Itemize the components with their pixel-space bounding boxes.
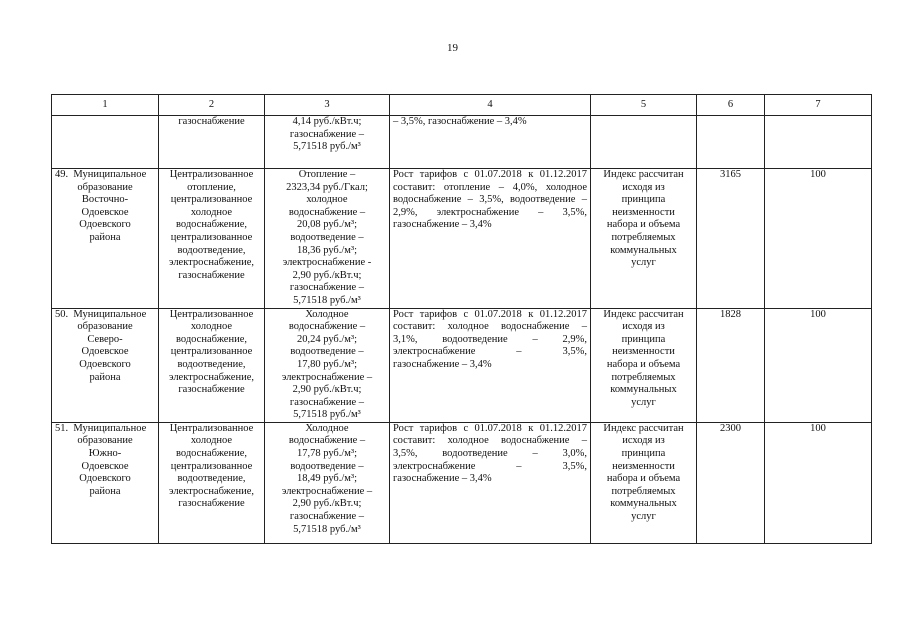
cell-line: 2,9%, электроснабжение – 3,5%, — [393, 206, 587, 218]
cell-line: Восточно- — [81, 194, 129, 206]
cont-cell-3 — [265, 116, 390, 169]
population-cell: 2300 — [697, 422, 765, 543]
cell-line: газоснабжение – — [289, 282, 365, 294]
cell-line: электроснабжение, — [169, 257, 254, 269]
cell-line: 5,71518 руб./м³ — [293, 523, 361, 535]
cell-line: газоснабжение – 3,4% — [393, 358, 492, 370]
cell-line: района — [89, 231, 121, 243]
cell-line: электроснабжение, — [169, 485, 254, 497]
cell-line: водоотведение, — [177, 358, 246, 370]
cell-line: набора и объема — [606, 219, 681, 231]
cell-line: Индекс рассчитан — [603, 308, 684, 320]
cell-line: образование — [77, 435, 133, 447]
cell-line: 18,36 руб./м³; — [296, 244, 358, 256]
municipality-cell — [52, 308, 159, 422]
cell-line: газоснабжение – 3,4% — [393, 219, 492, 231]
cell-line: услуг — [631, 396, 656, 408]
cell-line: водоснабжение – — [288, 206, 366, 218]
cell-line: 17,80 руб./м³; — [296, 358, 358, 370]
cell-line: 5,71518 руб./м³ — [293, 141, 361, 153]
cell-line: холодное — [190, 435, 233, 447]
cont-cell-7 — [765, 116, 872, 169]
cell-line: 20,08 руб./м³; — [296, 219, 358, 231]
cell-line: 51. Муниципальное — [55, 422, 147, 434]
cell-line: централизованное — [170, 460, 253, 472]
cell-line: отопление, — [187, 181, 236, 193]
cell-line: 2,90 руб./кВт.ч; — [292, 498, 362, 510]
cont-cell-4 — [390, 116, 591, 169]
cell-line: газоснабжение — [178, 116, 245, 127]
cell-line: потребляемых — [611, 371, 676, 383]
population-cell: 1828 — [697, 308, 765, 422]
cell-line: электроснабжение – — [281, 371, 373, 383]
cell-line: электроснабжение – 3,5%, — [393, 346, 587, 358]
cell-line: газоснабжение — [178, 269, 245, 281]
cont-cell-6 — [697, 116, 765, 169]
cont-cell-1 — [52, 116, 159, 169]
growth-cell — [390, 169, 591, 309]
cell-line: 3,1%, водоотведение – 2,9%, — [393, 333, 587, 345]
cell-line: принципа — [621, 333, 666, 345]
cell-line: Одоевского — [79, 473, 131, 485]
cell-line: составит: холодное водоснабжение – — [393, 321, 587, 333]
municipality-cell — [52, 169, 159, 309]
cell-line: принципа — [621, 448, 666, 460]
cell-line: водоотведение – — [290, 460, 364, 472]
cell-line: – 3,5%, газоснабжение – 3,4% — [393, 116, 527, 127]
cell-line: газоснабжение – — [289, 396, 365, 408]
percent-cell: 100 — [765, 308, 872, 422]
cell-line: услуг — [631, 257, 656, 269]
header-col-3: 3 — [265, 95, 390, 116]
municipality-cell — [52, 422, 159, 543]
cell-line: водоотведение, — [177, 244, 246, 256]
page-number: 19 — [447, 42, 458, 54]
header-row — [52, 95, 872, 116]
index-basis-cell — [591, 169, 697, 309]
index-basis-cell — [591, 422, 697, 543]
cell-line: газоснабжение — [178, 384, 245, 396]
cell-line: исходя из — [622, 435, 665, 447]
cell-line: района — [89, 371, 121, 383]
cell-line: образование — [77, 181, 133, 193]
cell-line: неизменности — [612, 346, 675, 358]
cell-line: исходя из — [622, 321, 665, 333]
header-col-4: 4 — [390, 95, 591, 116]
cell-line: Одоевского — [79, 219, 131, 231]
cell-line: 3,5%, водоотведение – 3,0%, — [393, 448, 587, 460]
cell-line: водоснабжение, — [175, 448, 247, 460]
cell-line: водоснабжение, — [175, 219, 247, 231]
cell-line: 4,14 руб./кВт.ч; — [292, 116, 362, 127]
cell-line: Южно- — [88, 448, 122, 460]
cell-line: принципа — [621, 194, 666, 206]
cell-line: электроснабжение, — [169, 371, 254, 383]
cell-line: централизованное — [170, 194, 253, 206]
cell-line: 17,78 руб./м³; — [296, 448, 358, 460]
cell-line: холодное — [190, 206, 233, 218]
cell-line: Централизованное — [169, 422, 254, 434]
cell-line: водоотведение – — [290, 346, 364, 358]
cell-line: холодное — [190, 321, 233, 333]
cell-line: Холодное — [305, 422, 349, 434]
cell-line: потребляемых — [611, 485, 676, 497]
cell-line: набора и объема — [606, 473, 681, 485]
table-row — [52, 422, 872, 543]
cell-line: Отопление – — [298, 169, 356, 180]
cell-line: водоснабжение – — [288, 435, 366, 447]
cell-line: газоснабжение — [178, 498, 245, 510]
index-basis-cell — [591, 308, 697, 422]
cell-line: водоотведение, — [177, 473, 246, 485]
cell-line: 2,90 руб./кВт.ч; — [292, 269, 362, 281]
tariffs-cell — [265, 308, 390, 422]
cell-line: Рост тарифов с 01.07.2018 к 01.12.2017 — [393, 308, 587, 320]
cell-line: водоснабжение – — [288, 321, 366, 333]
cell-line: электроснабжение – — [281, 485, 373, 497]
cell-line: составит: отопление – 4,0%, холодное — [393, 181, 587, 193]
cell-line: 20,24 руб./м³; — [296, 333, 358, 345]
cell-line: Одоевское — [81, 206, 129, 218]
cont-cell-5 — [591, 116, 697, 169]
cell-line: Одоевское — [81, 346, 129, 358]
table-row — [52, 169, 872, 309]
cell-line: Рост тарифов с 01.07.2018 к 01.12.2017 — [393, 422, 587, 434]
cell-line: газоснабжение – 3,4% — [393, 473, 492, 485]
cell-line: водоотведение – — [290, 231, 364, 243]
cell-line: 5,71518 руб./м³ — [293, 294, 361, 306]
cell-line: неизменности — [612, 206, 675, 218]
header-col-5: 5 — [591, 95, 697, 116]
cell-line: 5,71518 руб./м³ — [293, 409, 361, 421]
cell-line: района — [89, 485, 121, 497]
population-cell: 3165 — [697, 169, 765, 309]
cell-line: водоснабжение, — [175, 333, 247, 345]
cell-line: Холодное — [305, 308, 349, 320]
cell-line: газоснабжение – — [289, 128, 365, 140]
cell-line: потребляемых — [611, 231, 676, 243]
header-col-6: 6 — [697, 95, 765, 116]
cell-line: централизованное — [170, 231, 253, 243]
header-col-1: 1 — [52, 95, 159, 116]
cell-line: Централизованное — [169, 308, 254, 320]
growth-cell — [390, 422, 591, 543]
cell-line: коммунальных — [610, 498, 677, 510]
header-col-7: 7 — [765, 95, 872, 116]
cell-line: 2,90 руб./кВт.ч; — [292, 384, 362, 396]
cell-line: неизменности — [612, 460, 675, 472]
tariffs-cell — [265, 422, 390, 543]
cell-line: образование — [77, 321, 133, 333]
cell-line: электроснабжение - — [282, 257, 372, 269]
cell-line: Северо- — [87, 333, 123, 345]
cell-line: составит: холодное водоснабжение – — [393, 435, 587, 447]
cell-line: 18,49 руб./м³; — [296, 473, 358, 485]
cell-line: электроснабжение – 3,5%, — [393, 460, 587, 472]
cell-line: газоснабжение – — [289, 511, 365, 523]
cell-line: Индекс рассчитан — [603, 422, 684, 434]
percent-cell: 100 — [765, 422, 872, 543]
tariff-table — [51, 94, 872, 544]
table-row — [52, 308, 872, 422]
cell-line: набора и объема — [606, 358, 681, 370]
cell-line: коммунальных — [610, 384, 677, 396]
cell-line: Одоевского — [79, 358, 131, 370]
cell-line: 50. Муниципальное — [55, 308, 147, 320]
cell-line: 49. Муниципальное — [55, 169, 147, 180]
cell-line: водоснабжение – 3,5%, водоотведение – — [393, 194, 587, 206]
services-cell — [159, 422, 265, 543]
cell-line: 2323,34 руб./Гкал; — [286, 181, 368, 193]
percent-cell: 100 — [765, 169, 872, 309]
services-cell — [159, 308, 265, 422]
tariffs-cell — [265, 169, 390, 309]
services-cell — [159, 169, 265, 309]
cell-line: услуг — [631, 511, 656, 523]
continuation-row — [52, 116, 872, 169]
cell-line: Рост тарифов с 01.07.2018 к 01.12.2017 — [393, 169, 587, 180]
cell-line: Централизованное — [169, 169, 254, 180]
header-col-2: 2 — [159, 95, 265, 116]
cont-cell-2 — [159, 116, 265, 169]
growth-cell — [390, 308, 591, 422]
cell-line: холодное — [306, 194, 348, 206]
cell-line: исходя из — [622, 181, 665, 193]
cell-line: Индекс рассчитан — [603, 169, 684, 180]
cell-line: коммунальных — [610, 244, 677, 256]
cell-line: централизованное — [170, 346, 253, 358]
cell-line: Одоевское — [81, 460, 129, 472]
